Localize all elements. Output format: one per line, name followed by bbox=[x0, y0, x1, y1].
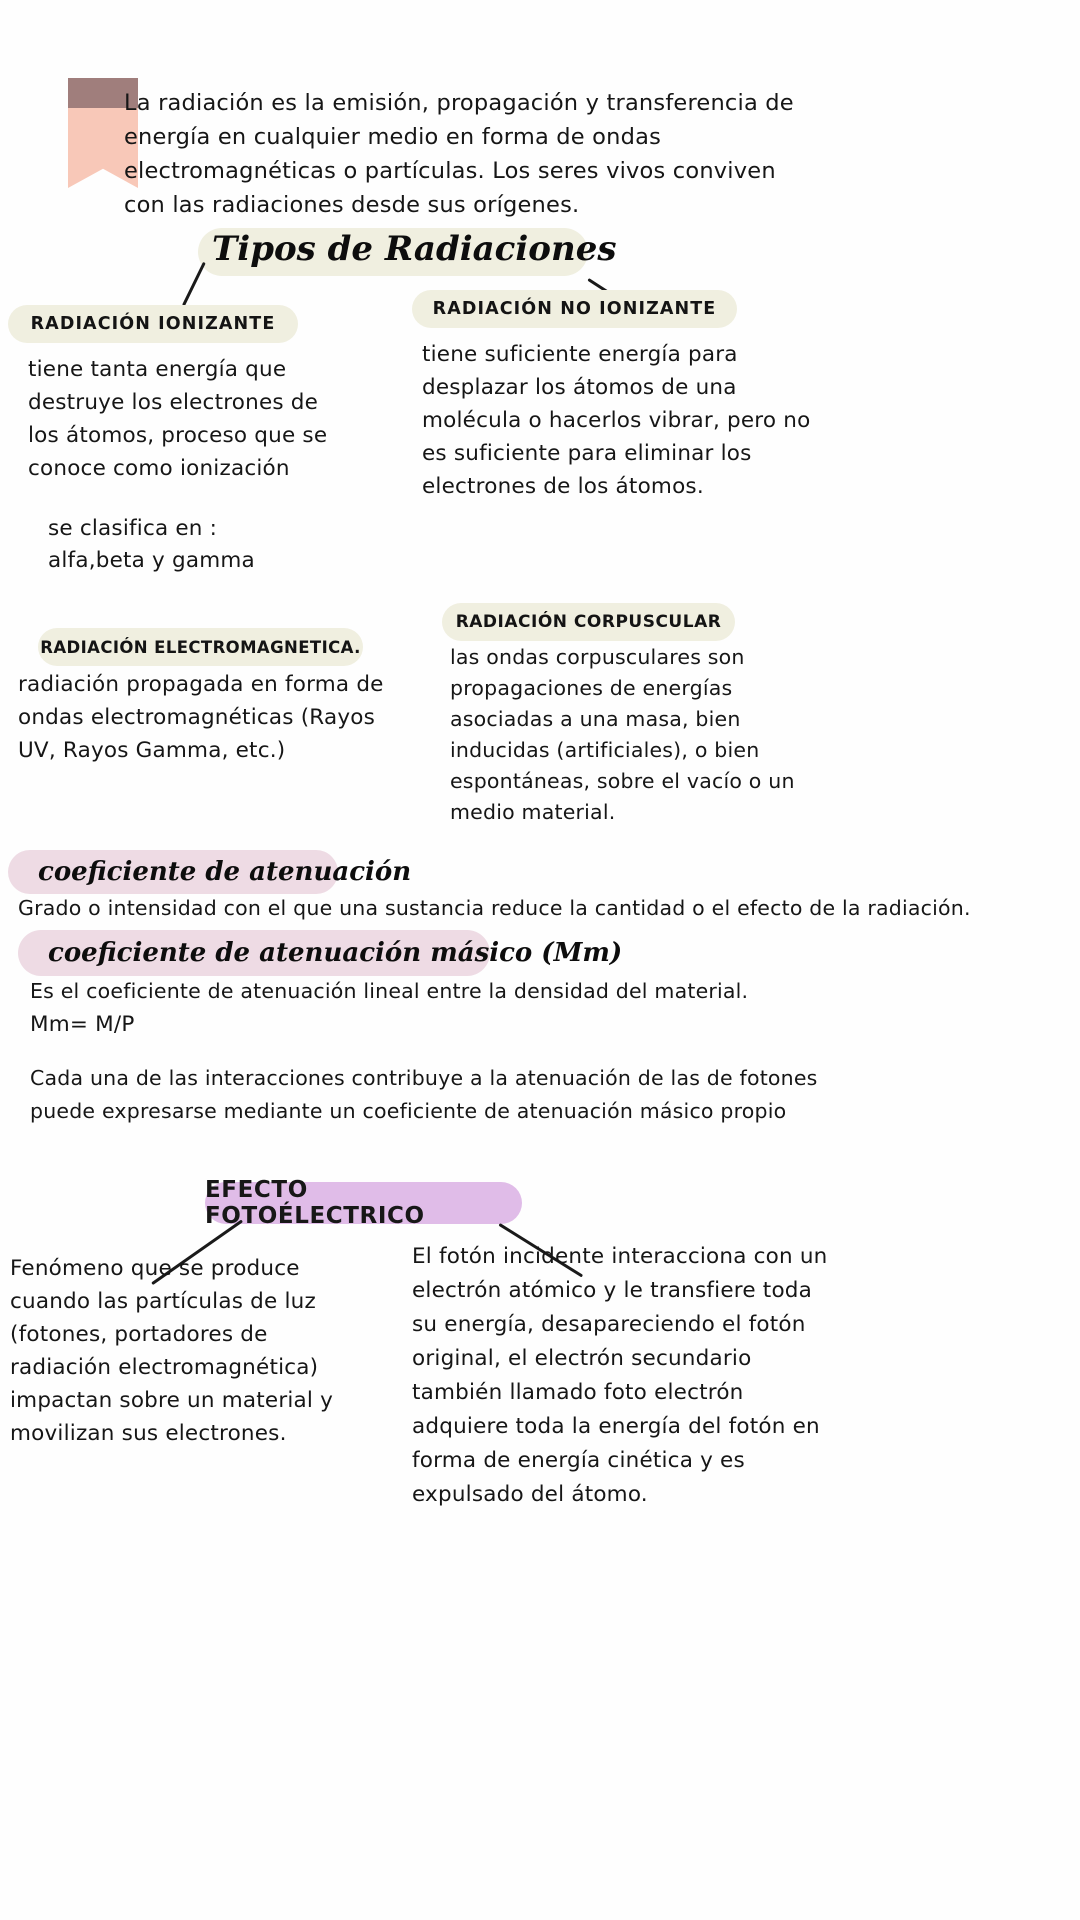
intro-paragraph: La radiación es la emisión, propagación y transferencia de energía en cualquier medio en forma de ondas electromagnéticas o partículas. Los seres vivos conviven con las radiaciones desde sus orígenes. bbox=[124, 90, 794, 218]
sub-label-clasificacion: se clasifica en : bbox=[48, 516, 218, 541]
label-efecto-fotoelectrico: EFECTO FOTOÉLECTRICO bbox=[205, 1177, 425, 1229]
label-radiacion-corpuscular: RADIACIÓN CORPUSCULAR bbox=[455, 612, 722, 632]
body-efecto-fotoelectrico-right: El fotón incidente interacciona con un electrón atómico y le transfiere toda su energía, desapareciendo el fotón original, el electrón secundario también llamado foto electrón adquiere toda la energía del fotón en forma de energía cinética y es expulsado del átomo. bbox=[412, 1244, 828, 1507]
sub-items-clasificacion: alfa,beta y gamma bbox=[48, 548, 255, 573]
label-pill-coeficiente-masico bbox=[18, 930, 623, 976]
body-coeficiente-atenuacion: Grado o intensidad con el que una sustancia reduce la cantidad o el efecto de la radiación. bbox=[18, 896, 971, 920]
note-coeficiente-masico: Cada una de las interacciones contribuye a la atenuación de las de fotones puede expresarse mediante un coeficiente de atenuación másico propio bbox=[30, 1066, 818, 1123]
label-pill-radiacion-ionizante bbox=[8, 305, 298, 343]
body-radiacion-no-ionizante: tiene suficiente energía para desplazar los átomos de una molécula o hacerlos vibrar, pero no es suficiente para eliminar los electrones de los átomos. bbox=[422, 342, 811, 499]
connector-line-ionizante bbox=[182, 262, 206, 306]
label-pill-radiacion-corpuscular bbox=[442, 603, 735, 641]
label-radiacion-electromagnetica: RADIACIÓN ELECTROMAGNETICA. bbox=[40, 637, 361, 657]
body-radiacion-ionizante: tiene tanta energía que destruye los electrones de los átomos, proceso que se conoce como ionización bbox=[28, 357, 328, 481]
label-radiacion-ionizante: RADIACIÓN IONIZANTE bbox=[30, 314, 276, 334]
label-pill-coeficiente-atenuacion bbox=[8, 850, 412, 894]
label-coeficiente-atenuacion: coeficiente de atenuación bbox=[38, 857, 412, 887]
label-pill-efecto-fotoelectrico bbox=[205, 1177, 522, 1229]
body-coeficiente-masico-line2: Mm= M/P bbox=[30, 1012, 135, 1037]
label-coeficiente-masico: coeficiente de atenuación másico (Mm) bbox=[48, 938, 623, 968]
label-pill-radiacion-no-ionizante bbox=[412, 290, 737, 328]
label-radiacion-no-ionizante: RADIACIÓN NO IONIZANTE bbox=[432, 299, 717, 319]
body-radiacion-corpuscular: las ondas corpusculares son propagaciones de energías asociadas a una masa, bien inducidas (artificiales), o bien espontáneas, sobre el vacío o un medio material. bbox=[450, 645, 795, 824]
body-efecto-fotoelectrico-left: Fenómeno que se produce cuando las partículas de luz (fotones, portadores de radiación electromagnética) impactan sobre un material y movilizan sus electrones. bbox=[10, 1256, 334, 1446]
body-radiacion-electromagnetica: radiación propagada en forma de ondas electromagnéticas (Rayos UV, Rayos Gamma, etc.) bbox=[18, 672, 384, 763]
label-pill-radiacion-electromagnetica bbox=[38, 628, 363, 666]
body-coeficiente-masico-line1: Es el coeficiente de atenuación lineal entre la densidad del material. bbox=[30, 979, 749, 1003]
page-title: Tipos de Radiaciones bbox=[212, 229, 617, 269]
